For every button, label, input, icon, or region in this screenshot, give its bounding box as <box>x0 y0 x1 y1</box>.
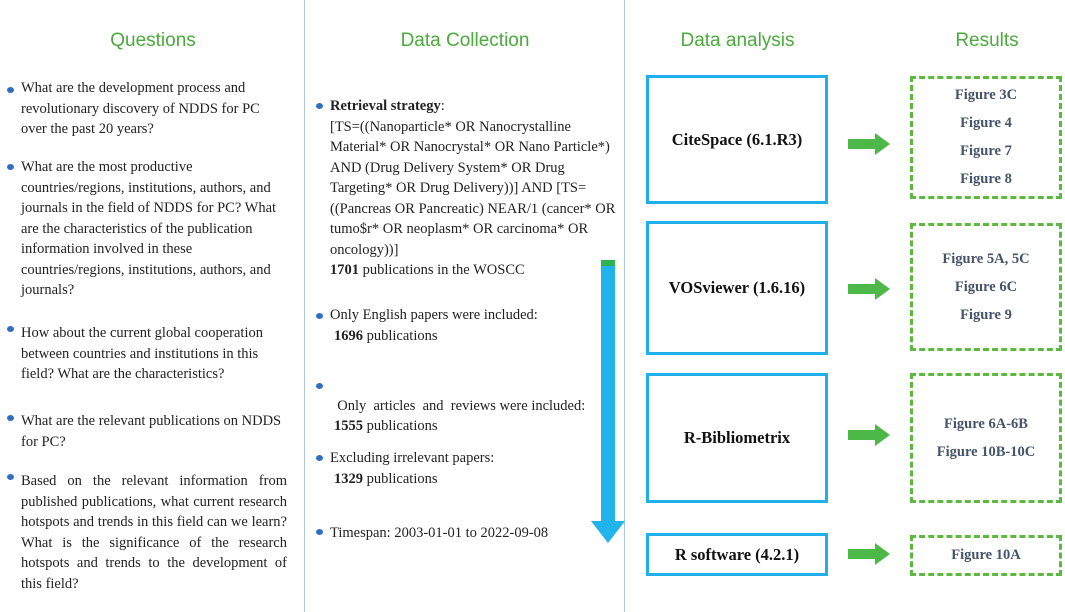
figure-ref: Figure 5A, 5C <box>942 250 1030 267</box>
right-arrow-icon <box>848 278 890 300</box>
filter-articles-count-text: publications <box>363 418 438 434</box>
filter-english <box>330 305 620 346</box>
right-arrow-icon <box>848 424 890 446</box>
filter-irrelevant <box>330 448 590 489</box>
filter-english-count: 1696 <box>334 327 363 344</box>
header-questions: Questions <box>110 30 196 51</box>
bullet-icon <box>7 164 14 170</box>
figure-ref: Figure 9 <box>960 306 1012 323</box>
flow-arrow-cap <box>601 260 615 266</box>
figure-ref: Figure 10B-10C <box>936 443 1036 460</box>
results-bibliometrix <box>910 373 1062 503</box>
retrieval-colon: : <box>440 98 445 114</box>
retrieval-label: Retrieval strategy <box>330 98 441 114</box>
filter-english-count-text: publications <box>363 327 438 344</box>
filter-irrelevant-count-text: publications <box>363 470 438 487</box>
citespace-box: CiteSpace (6.1.R3) <box>646 75 828 204</box>
bullet-icon <box>316 455 323 461</box>
figure-ref: Figure 6C <box>954 278 1018 295</box>
bullet-icon <box>7 326 14 332</box>
filter-english-text: Only English papers were included: <box>330 307 538 323</box>
question-5: Based on the relevant information from published publications, what current research hotspots and trends in this field can we learn? What is the significance of the research hotspots and trends to the development of this field? <box>21 473 287 592</box>
figure-ref: Figure 8 <box>960 171 1012 187</box>
bullet-icon <box>7 415 14 421</box>
bullet-icon <box>7 474 14 480</box>
question-3: How about the current global cooperation between countries and institutions in this field? What are the characteristics? <box>21 325 263 382</box>
flow-down-arrow-icon <box>590 260 626 544</box>
bullet-icon <box>316 103 323 109</box>
bibliometrix-box: R-Bibliometrix <box>646 373 828 503</box>
bullet-icon <box>316 383 323 389</box>
bullet-icon <box>316 313 323 319</box>
filter-articles-count: 1555 <box>334 418 363 434</box>
bullet-icon <box>316 529 323 535</box>
figure-ref: Figure 6A-6B <box>944 415 1028 432</box>
filter-articles <box>330 375 620 437</box>
right-arrow-icon <box>848 543 890 565</box>
figure-ref: Figure 3C <box>954 87 1018 103</box>
results-vosviewer <box>910 223 1062 351</box>
retrieval-count-text: publications in the WOSCC <box>359 262 525 278</box>
results-citespace <box>910 76 1062 199</box>
header-data-collection: Data Collection <box>400 30 530 51</box>
header-results: Results <box>955 30 1019 51</box>
header-data-analysis: Data analysis <box>680 30 795 51</box>
flow-arrow-shaft <box>601 266 615 522</box>
bullet-icon <box>7 87 14 93</box>
question-4: What are the relevant publications on NDDS for PC? <box>21 413 282 450</box>
filter-irrelevant-count: 1329 <box>334 470 363 487</box>
flow-arrow-head <box>591 521 625 543</box>
filter-irrelevant-text: Excluding irrelevant papers: <box>330 450 495 466</box>
figure-ref: Figure 10A <box>951 547 1021 563</box>
figure-ref: Figure 4 <box>960 115 1012 131</box>
vosviewer-box: VOSviewer (1.6.16) <box>646 221 828 355</box>
question-1: What are the development process and revolutionary discovery of NDDS for PC over the past 20 years? <box>21 80 260 137</box>
question-2: What are the most productive countries/regions, institutions, authors, and journals in the field of NDDS for PC? What are the characteristics of the publication information involved in these countries/regions, institutions, authors, and journals? <box>21 159 277 298</box>
divider-1 <box>304 0 305 612</box>
filter-articles-text: Only articles and reviews were included: <box>337 397 586 414</box>
retrieval-query: [TS=((Nanoparticle* OR Nanocrystalline Material* OR Nanocrystal* OR Nano Particle*) AND (Drug Delivery System* OR Drug Targeting* OR Drug Delivery))] AND [TS=((Pancreas OR Pancreatic) NEAR/1 (cancer* OR tumo$r* OR neoplasm* OR carcinoma* OR oncology))] <box>330 118 616 258</box>
retrieval-strategy <box>330 96 620 281</box>
retrieval-count: 1701 <box>330 262 359 278</box>
rsoftware-box: R software (4.2.1) <box>646 533 828 576</box>
right-arrow-icon <box>848 133 890 155</box>
timespan: Timespan: 2003-01-01 to 2022-09-08 <box>330 525 549 541</box>
figure-ref: Figure 7 <box>960 143 1012 159</box>
results-rsoftware <box>910 535 1062 576</box>
